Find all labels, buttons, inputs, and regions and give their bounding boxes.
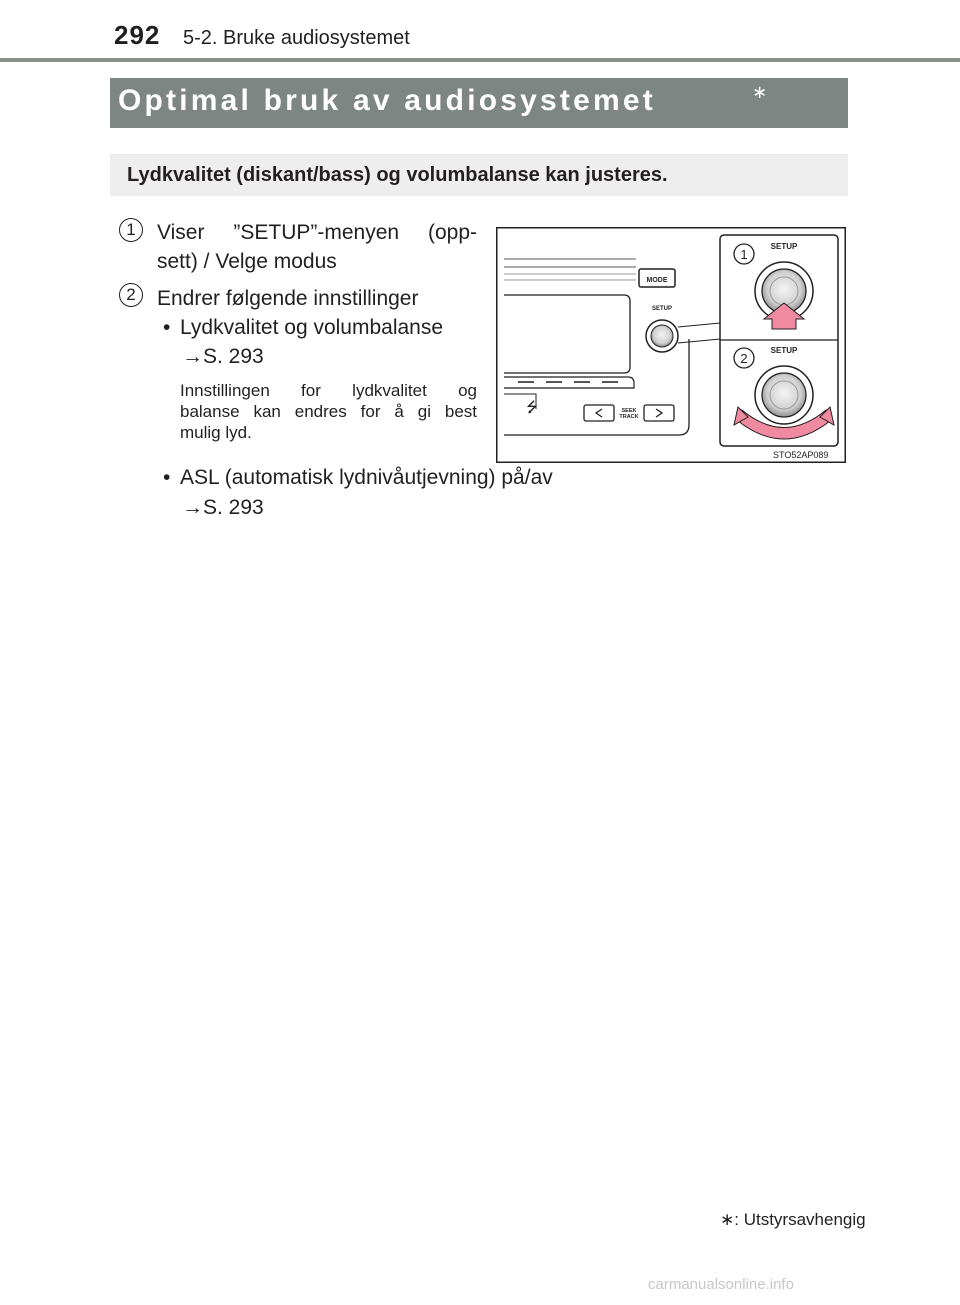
bullet-1-text: Lydkvalitet og volumbalanse [180, 316, 444, 339]
bullet-2-ref: →S. 293 [182, 496, 264, 519]
footnote [720, 1210, 866, 1230]
usb-icon: ⭍ [526, 400, 538, 416]
bullet-2-text: ASL (automatisk lydnivåutjevning) på/av [180, 466, 553, 489]
step-1-line2: sett) / Velge modus [157, 250, 337, 273]
track-label: TRACK [619, 414, 639, 420]
setup-label: SETUP [651, 306, 673, 312]
intro-text: Lydkvalitet (diskant/bass) og volumbalanse kan justeres. [127, 164, 668, 186]
title-asterisk: ∗ [752, 82, 768, 102]
inset-badge-2-text: 2 [740, 351, 748, 366]
title-bar [110, 78, 848, 128]
bullet-mark: • [163, 316, 171, 339]
bullet-mark: • [163, 466, 171, 489]
step-2-line1: Endrer følgende innstillinger [157, 287, 419, 310]
seek-prev-button [584, 405, 614, 421]
inset-setup-label-1: SETUP [770, 242, 798, 251]
inset-knob-2-inner [762, 373, 806, 417]
header-rule [0, 58, 960, 62]
step-badge-2: 2 [119, 283, 143, 307]
watermark: carmanualsonline.info [648, 1276, 794, 1293]
audio-unit-illustration [496, 227, 846, 463]
step-1-line1: Viser ”SETUP”-menyen (opp- [157, 221, 477, 244]
seek-label: SEEK [621, 408, 637, 414]
note-line1: Innstillingen for lydkvalitet og [180, 381, 477, 400]
figure-code: STO52AP089 [773, 450, 829, 460]
page-number: 292 [114, 20, 161, 50]
inset-badge-1-text: 1 [740, 247, 748, 262]
step-badge-1: 1 [119, 218, 143, 242]
mode-label: MODE [646, 277, 668, 284]
page-header [0, 0, 960, 62]
footnote-asterisk: ∗ [720, 1210, 735, 1229]
note-line2: balanse kan endres for å gi best [180, 402, 477, 421]
seek-next-button [644, 405, 674, 421]
note-line3: mulig lyd. [180, 423, 252, 442]
footnote-text: : Utstyrsavhengig [734, 1210, 866, 1229]
page-title: Optimal bruk av audiosystemet [118, 84, 656, 117]
inset-setup-label-2: SETUP [770, 346, 798, 355]
bullet-1-ref: →S. 293 [182, 345, 264, 368]
setup-knob-inner [651, 325, 673, 347]
intro-box [110, 154, 848, 196]
section-title: 5-2. Bruke audiosystemet [183, 27, 410, 49]
